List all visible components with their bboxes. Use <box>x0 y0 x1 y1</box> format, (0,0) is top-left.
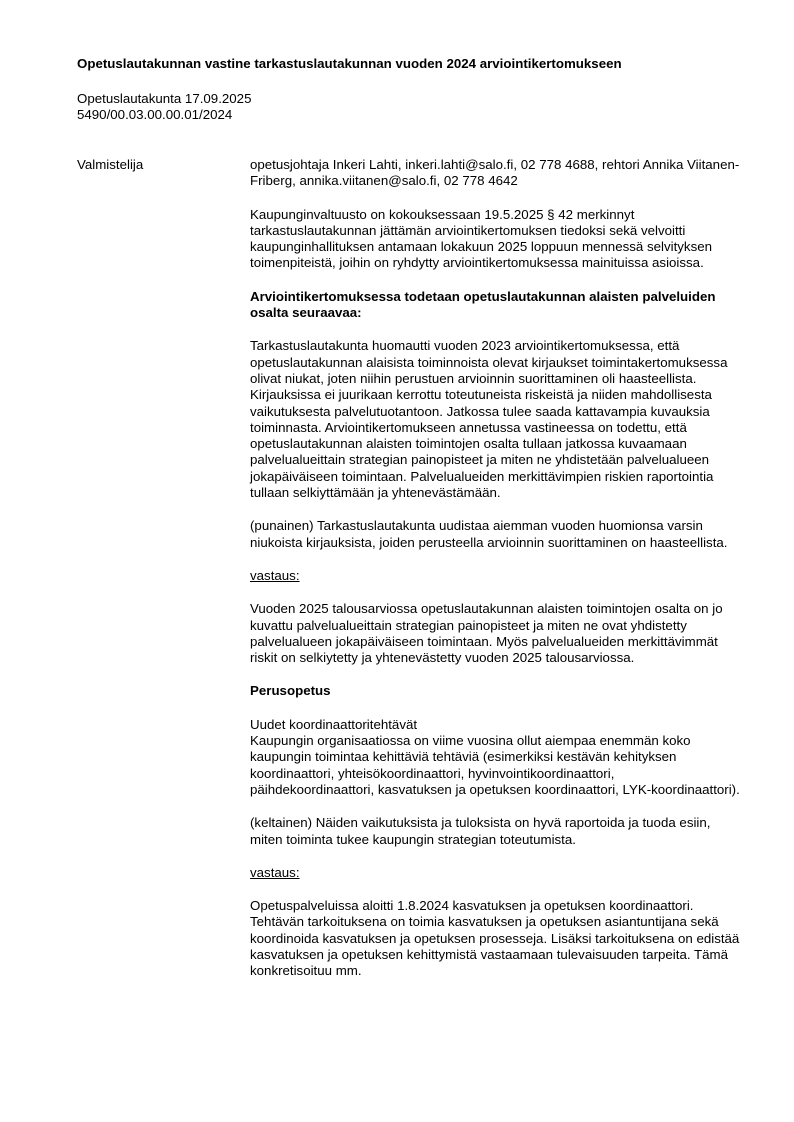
answer-paragraph-1: Vuoden 2025 talousarviossa opetuslautakunnan alaisten toimintojen osalta on jo kuvattu palvelualueittain strategian painopisteet ja miten ne ovat yhdistetty palvelualueen jokapäiväiseen toimintaan. Myös palvelualueiden merkittävimmät riskit on selkiytetty ja yhtenevästetty vuoden 2025 talousarviossa. <box>250 601 723 666</box>
preparers-text: opetusjohtaja Inkeri Lahti, inkeri.lahti@salo.fi, 02 778 4688, rehtori Annika Viitanen-Friberg, annika.viitanen@salo.fi, 02 778 4642 <box>250 157 740 189</box>
paragraph-coordinators: Kaupungin organisaatiossa on viime vuosina ollut aiempaa enemmän koko kaupungin toimintaa kehittäviä tehtäviä (esimerkiksi kestävän kehityksen koordinaattori, yhteisökoordinaattori, hyvinvointikoordinaattori, päihdekoordinaattori, kasvatuksen ja opetuksen koordinaattori, LYK-koordinaattori). <box>250 733 740 797</box>
document-body <box>250 157 742 997</box>
section-heading-assessment: Arviointikertomuksessa todetaan opetuslautakunnan alaisten palveluiden osalta seuraavaa: <box>250 288 716 321</box>
paragraph-2023-remark: Tarkastuslautakunta huomautti vuoden 2023 arviointikertomuksessa, että opetuslautakunnan alaisista toiminnoista olevat kirjaukset toimintakertomuksessa olivat niukat, joten niihin perustuen arvioinnin suorittaminen oli haasteellista. Kirjauksissa ei juurikaan kerrottu toteutuneista riskeistä ja niiden mahdollisesta vaikutuksesta palvelutuotantoon. Jatkossa tulee saada kattavampia kuvauksia toiminnasta. Arviointikertomukseen annetussa vastineessa on todettu, että opetuslautakunnan alaisten toimintojen osalta tullaan jatkossa kuvaamaan palvelualueittain strategian painopisteet ja miten ne yhdistetään palvelualueen jokapäiväiseen toimintaan. Palvelualueiden merkittävimpien riskien raportointia tullaan selkiyttämään ja yhtenevästämään. <box>250 338 728 501</box>
meeting-line: Opetuslautakunta 17.09.2025 <box>77 91 252 106</box>
case-number: 5490/00.03.00.00.01/2024 <box>77 107 233 123</box>
answer-label-2: vastaus: <box>250 864 300 880</box>
answer-label-1: vastaus: <box>250 567 300 583</box>
answer-paragraph-2: Opetuspalveluissa aloitti 1.8.2024 kasvatuksen ja opetuksen koordinaattori. Tehtävän tarkoituksena on toimia kasvatuksen ja opetuksen asiantuntijana sekä koordinoida kasvatuksen ja opetuksen prosesseja. Lisäksi tarkoituksena on edistää kasvatuksen ja opetuksen kehittymistä vastaamaan tulevaisuuden tarpeita. Tämä konkretisoituu mm. <box>250 898 740 979</box>
paragraph-yellow-remark: (keltainen) Näiden vaikutuksista ja tuloksista on hyvä raportoida ja tuoda esiin, miten toiminta tukee kaupungin strategian toteutumista. <box>250 815 711 847</box>
paragraph-red-remark: (punainen) Tarkastuslautakunta uudistaa aiemman vuoden huomionsa varsin niukoista kirjauksista, joiden perusteella arvioinnin suorittaminen on haasteellista. <box>250 518 728 550</box>
document-meta <box>77 91 251 124</box>
preparer-label: Valmistelija <box>77 157 144 172</box>
section-heading-basic-education: Perusopetus <box>250 683 331 699</box>
intro-paragraph: Kaupunginvaltuusto on kokouksessaan 19.5.2025 § 42 merkinnyt tarkastuslautakunnan jättämän arviointikertomuksen tiedoksi sekä velvoitti kaupunginhallituksen antamaan lokakuun 2025 loppuun mennessä selvityksen toimenpiteistä, joihin on ryhdytty arviointikertomuksessa mainituissa asioissa. <box>250 206 713 271</box>
document-title: Opetuslautakunnan vastine tarkastuslautakunnan vuoden 2024 arviointikertomukseen <box>77 56 622 71</box>
subheading-coordinators: Uudet koordinaattoritehtävät <box>250 716 418 732</box>
